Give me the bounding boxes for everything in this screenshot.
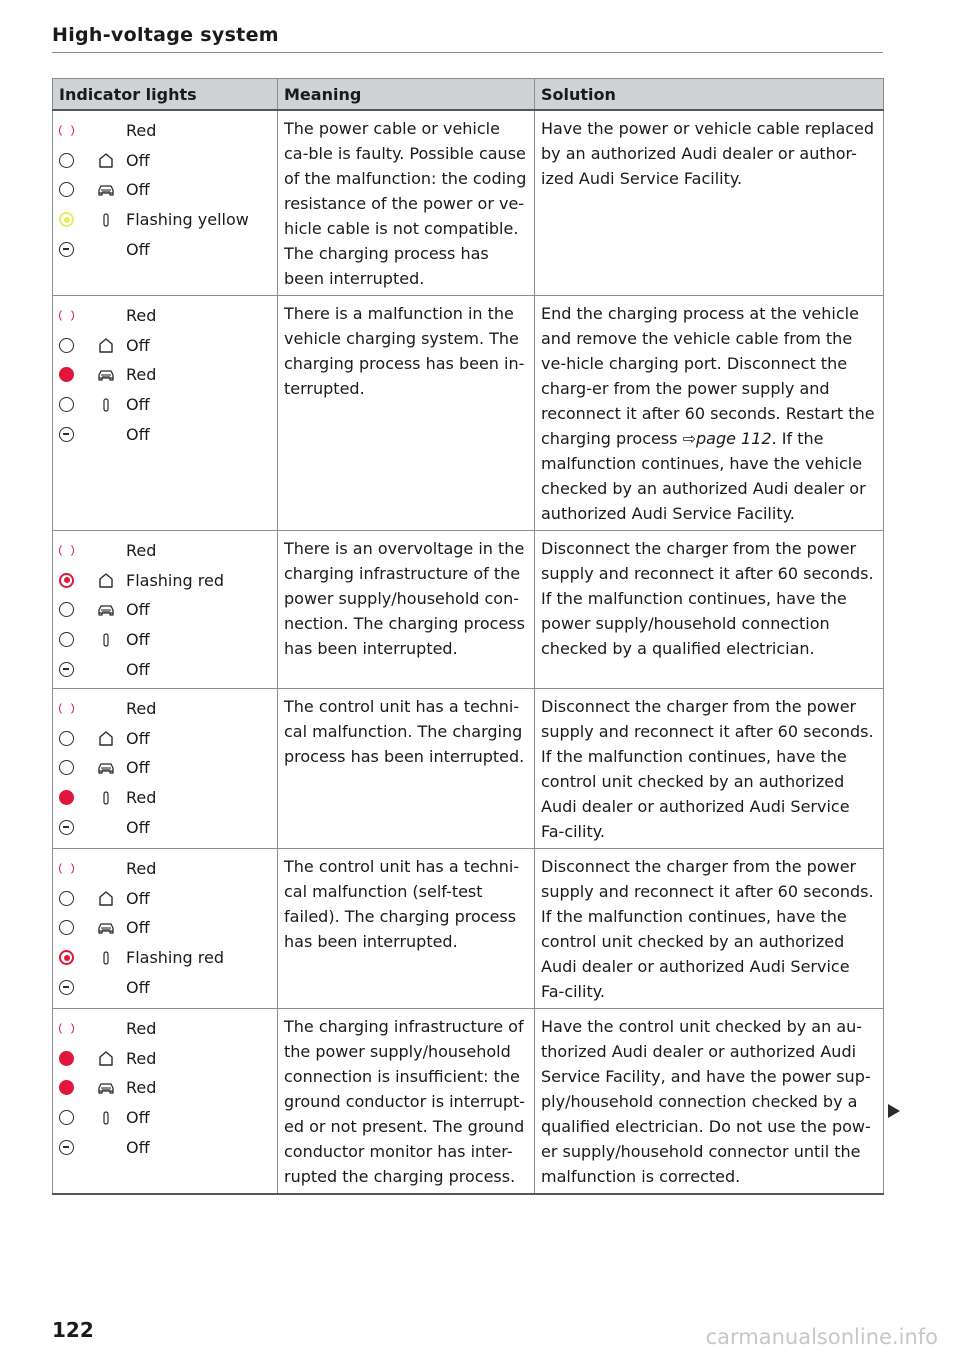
page-reference-arrow-icon: ⇨ — [682, 429, 696, 448]
table-row — [53, 531, 884, 689]
red-ring-lamp-icon — [59, 543, 74, 558]
continued-arrow-icon — [888, 1104, 900, 1118]
charge-indicator-icon — [59, 427, 74, 442]
plug-icon — [94, 396, 118, 414]
indicator-state: Flashing red — [126, 948, 224, 968]
indicator-item — [59, 1073, 271, 1103]
solution-text: . If the malfunction continues, have the vehicle checked by an authorized Audi dealer or authorized Audi Service Facility. — [541, 429, 866, 523]
charge-indicator-icon — [59, 1140, 74, 1155]
charge-indicator-icon — [59, 242, 74, 257]
indicator-item — [59, 724, 271, 754]
off-lamp-icon — [59, 397, 74, 412]
red-lamp-icon — [59, 367, 74, 382]
indicator-item — [59, 566, 271, 596]
indicator-item — [59, 595, 271, 625]
solution-cell: Disconnect the charger from the power supply and reconnect it after 60 seconds. If the malfunction continues, have the control unit checked by an authorized Audi dealer or authorized Audi Service Fa-cility. — [535, 688, 884, 848]
solution-text: End the charging process at the vehicle and remove the vehicle cable from the ve-hicle charging port. Disconnect the charg-er from the power supply and reconnect it after 60 seconds. Restart the charging process — [541, 304, 875, 448]
house-icon — [94, 571, 118, 589]
solution-cell: Disconnect the charger from the power supply and reconnect it after 60 seconds. If the malfunction continues, have the control unit checked by an authorized Audi dealer or authorized Audi Service Fa-cility. — [535, 848, 884, 1008]
solution-cell: Have the control unit checked by an au-thorized Audi dealer or authorized Audi Service Facility, and have the power sup-ply/household connection checked by a qualified electrician. Do not use the pow-er supply/household connector until the malfunction is corrected. — [535, 1008, 884, 1194]
indicator-item — [59, 175, 271, 205]
indicator-item — [59, 654, 271, 684]
meaning-cell: The control unit has a techni-cal malfunction. The charging process has been interrupted. — [278, 688, 535, 848]
plug-icon — [94, 211, 118, 229]
table-row — [53, 848, 884, 1008]
indicator-lights-cell — [53, 110, 278, 296]
car-icon — [94, 1079, 118, 1097]
house-icon — [94, 889, 118, 907]
indicator-state: Red — [126, 788, 157, 808]
indicator-state: Red — [126, 541, 157, 561]
indicator-state: Red — [126, 121, 157, 141]
indicator-state: Off — [126, 180, 150, 200]
off-lamp-icon — [59, 1110, 74, 1125]
indicator-state: Red — [126, 365, 157, 385]
indicator-state: Red — [126, 1019, 157, 1039]
indicator-state: Off — [126, 918, 150, 938]
red-lamp-icon — [59, 1080, 74, 1095]
plug-icon — [94, 789, 118, 807]
red-lamp-icon — [59, 790, 74, 805]
indicator-item — [59, 812, 271, 842]
indicator-state: Off — [126, 977, 150, 997]
car-icon — [94, 601, 118, 619]
car-icon — [94, 919, 118, 937]
red-ring-lamp-icon — [59, 123, 74, 138]
indicator-item — [59, 146, 271, 176]
page-number: 122 — [52, 1318, 94, 1342]
indicator-item — [59, 753, 271, 783]
indicator-state: Off — [126, 424, 150, 444]
red-ring-lamp-icon — [59, 861, 74, 876]
meaning-cell: The control unit has a techni-cal malfunction (self-test failed). The charging process has been interrupted. — [278, 848, 535, 1008]
indicator-item — [59, 1014, 271, 1044]
meaning-cell: The charging infrastructure of the power supply/household connection is insufficient: the ground conductor is interrupt-ed or not present. The ground conductor monitor has inter-rupted the charging process. — [278, 1008, 535, 1194]
indicator-lights-cell — [53, 531, 278, 689]
table-header-row — [53, 79, 884, 111]
indicator-item — [59, 390, 271, 420]
table-row — [53, 1008, 884, 1194]
red-ring-lamp-icon — [59, 701, 74, 716]
flashing-yellow-lamp-icon — [59, 212, 74, 227]
indicator-state: Off — [126, 395, 150, 415]
indicator-state: Off — [126, 630, 150, 650]
red-ring-lamp-icon — [59, 1021, 74, 1036]
solution-cell: Disconnect the charger from the power supply and reconnect it after 60 seconds. If the malfunction continues, have the power supply/household connection checked by a qualified electrician. — [535, 531, 884, 689]
red-lamp-icon — [59, 1051, 74, 1066]
indicator-state: Off — [126, 758, 150, 778]
indicator-item — [59, 884, 271, 914]
column-header-indicator-lights: Indicator lights — [53, 79, 278, 111]
table-row — [53, 688, 884, 848]
indicator-item — [59, 360, 271, 390]
indicator-state: Off — [126, 335, 150, 355]
indicator-item — [59, 234, 271, 264]
watermark: carmanualsonline.info — [705, 1325, 938, 1349]
flashing-red-lamp-icon — [59, 950, 74, 965]
car-icon — [94, 181, 118, 199]
indicator-state: Off — [126, 600, 150, 620]
indicator-state: Off — [126, 239, 150, 259]
meaning-cell: There is an overvoltage in the charging infrastructure of the power supply/household con-nection. The charging process has been interrupted. — [278, 531, 535, 689]
indicator-state: Off — [126, 1137, 150, 1157]
column-header-meaning: Meaning — [278, 79, 535, 111]
plug-icon — [94, 1109, 118, 1127]
meaning-cell: There is a malfunction in the vehicle charging system. The charging process has been in-terrupted. — [278, 296, 535, 531]
plug-icon — [94, 949, 118, 967]
indicator-item — [59, 1044, 271, 1074]
indicator-state: Flashing red — [126, 570, 224, 590]
indicator-table — [52, 78, 884, 1195]
indicator-item — [59, 694, 271, 724]
indicator-item — [59, 913, 271, 943]
indicator-item — [59, 625, 271, 655]
indicator-item — [59, 331, 271, 361]
indicator-state: Off — [126, 817, 150, 837]
title-divider — [52, 52, 883, 53]
indicator-item — [59, 1103, 271, 1133]
indicator-lights-cell — [53, 296, 278, 531]
solution-cell — [535, 296, 884, 531]
car-icon — [94, 366, 118, 384]
page-reference-link[interactable] — [683, 429, 772, 448]
indicator-item — [59, 854, 271, 884]
off-lamp-icon — [59, 891, 74, 906]
indicator-item — [59, 783, 271, 813]
indicator-state: Red — [126, 1078, 157, 1098]
indicator-item — [59, 972, 271, 1002]
indicator-state: Off — [126, 888, 150, 908]
indicator-state: Red — [126, 699, 157, 719]
indicator-item — [59, 419, 271, 449]
indicator-state: Off — [126, 1108, 150, 1128]
indicator-item — [59, 116, 271, 146]
charge-indicator-icon — [59, 662, 74, 677]
solution-cell: Have the power or vehicle cable replaced by an authorized Audi dealer or author-ized Audi Service Facility. — [535, 110, 884, 296]
off-lamp-icon — [59, 731, 74, 746]
indicator-item — [59, 536, 271, 566]
indicator-state: Red — [126, 1048, 157, 1068]
house-icon — [94, 151, 118, 169]
indicator-state: Flashing yellow — [126, 210, 249, 230]
flashing-red-lamp-icon — [59, 573, 74, 588]
indicator-lights-cell — [53, 848, 278, 1008]
table-row — [53, 110, 884, 296]
indicator-lights-cell — [53, 688, 278, 848]
house-icon — [94, 336, 118, 354]
column-header-solution: Solution — [535, 79, 884, 111]
house-icon — [94, 1049, 118, 1067]
indicator-state: Red — [126, 859, 157, 879]
red-ring-lamp-icon — [59, 308, 74, 323]
indicator-state: Off — [126, 728, 150, 748]
indicator-item — [59, 1132, 271, 1162]
car-icon — [94, 759, 118, 777]
off-lamp-icon — [59, 338, 74, 353]
off-lamp-icon — [59, 760, 74, 775]
plug-icon — [94, 631, 118, 649]
off-lamp-icon — [59, 602, 74, 617]
indicator-state: Off — [126, 150, 150, 170]
charge-indicator-icon — [59, 820, 74, 835]
page-reference-text: page 112 — [696, 429, 772, 448]
indicator-item — [59, 943, 271, 973]
charge-indicator-icon — [59, 980, 74, 995]
house-icon — [94, 729, 118, 747]
off-lamp-icon — [59, 632, 74, 647]
table-row — [53, 296, 884, 531]
page-title: High-voltage system — [52, 24, 279, 46]
off-lamp-icon — [59, 920, 74, 935]
meaning-cell: The power cable or vehicle ca-ble is faulty. Possible cause of the malfunction: the coding resistance of the power or ve-hicle cable is not compatible. The charging process has been interrupted. — [278, 110, 535, 296]
indicator-item — [59, 301, 271, 331]
indicator-item — [59, 205, 271, 235]
indicator-state: Red — [126, 306, 157, 326]
off-lamp-icon — [59, 153, 74, 168]
indicator-lights-cell — [53, 1008, 278, 1194]
indicator-state: Off — [126, 659, 150, 679]
off-lamp-icon — [59, 182, 74, 197]
